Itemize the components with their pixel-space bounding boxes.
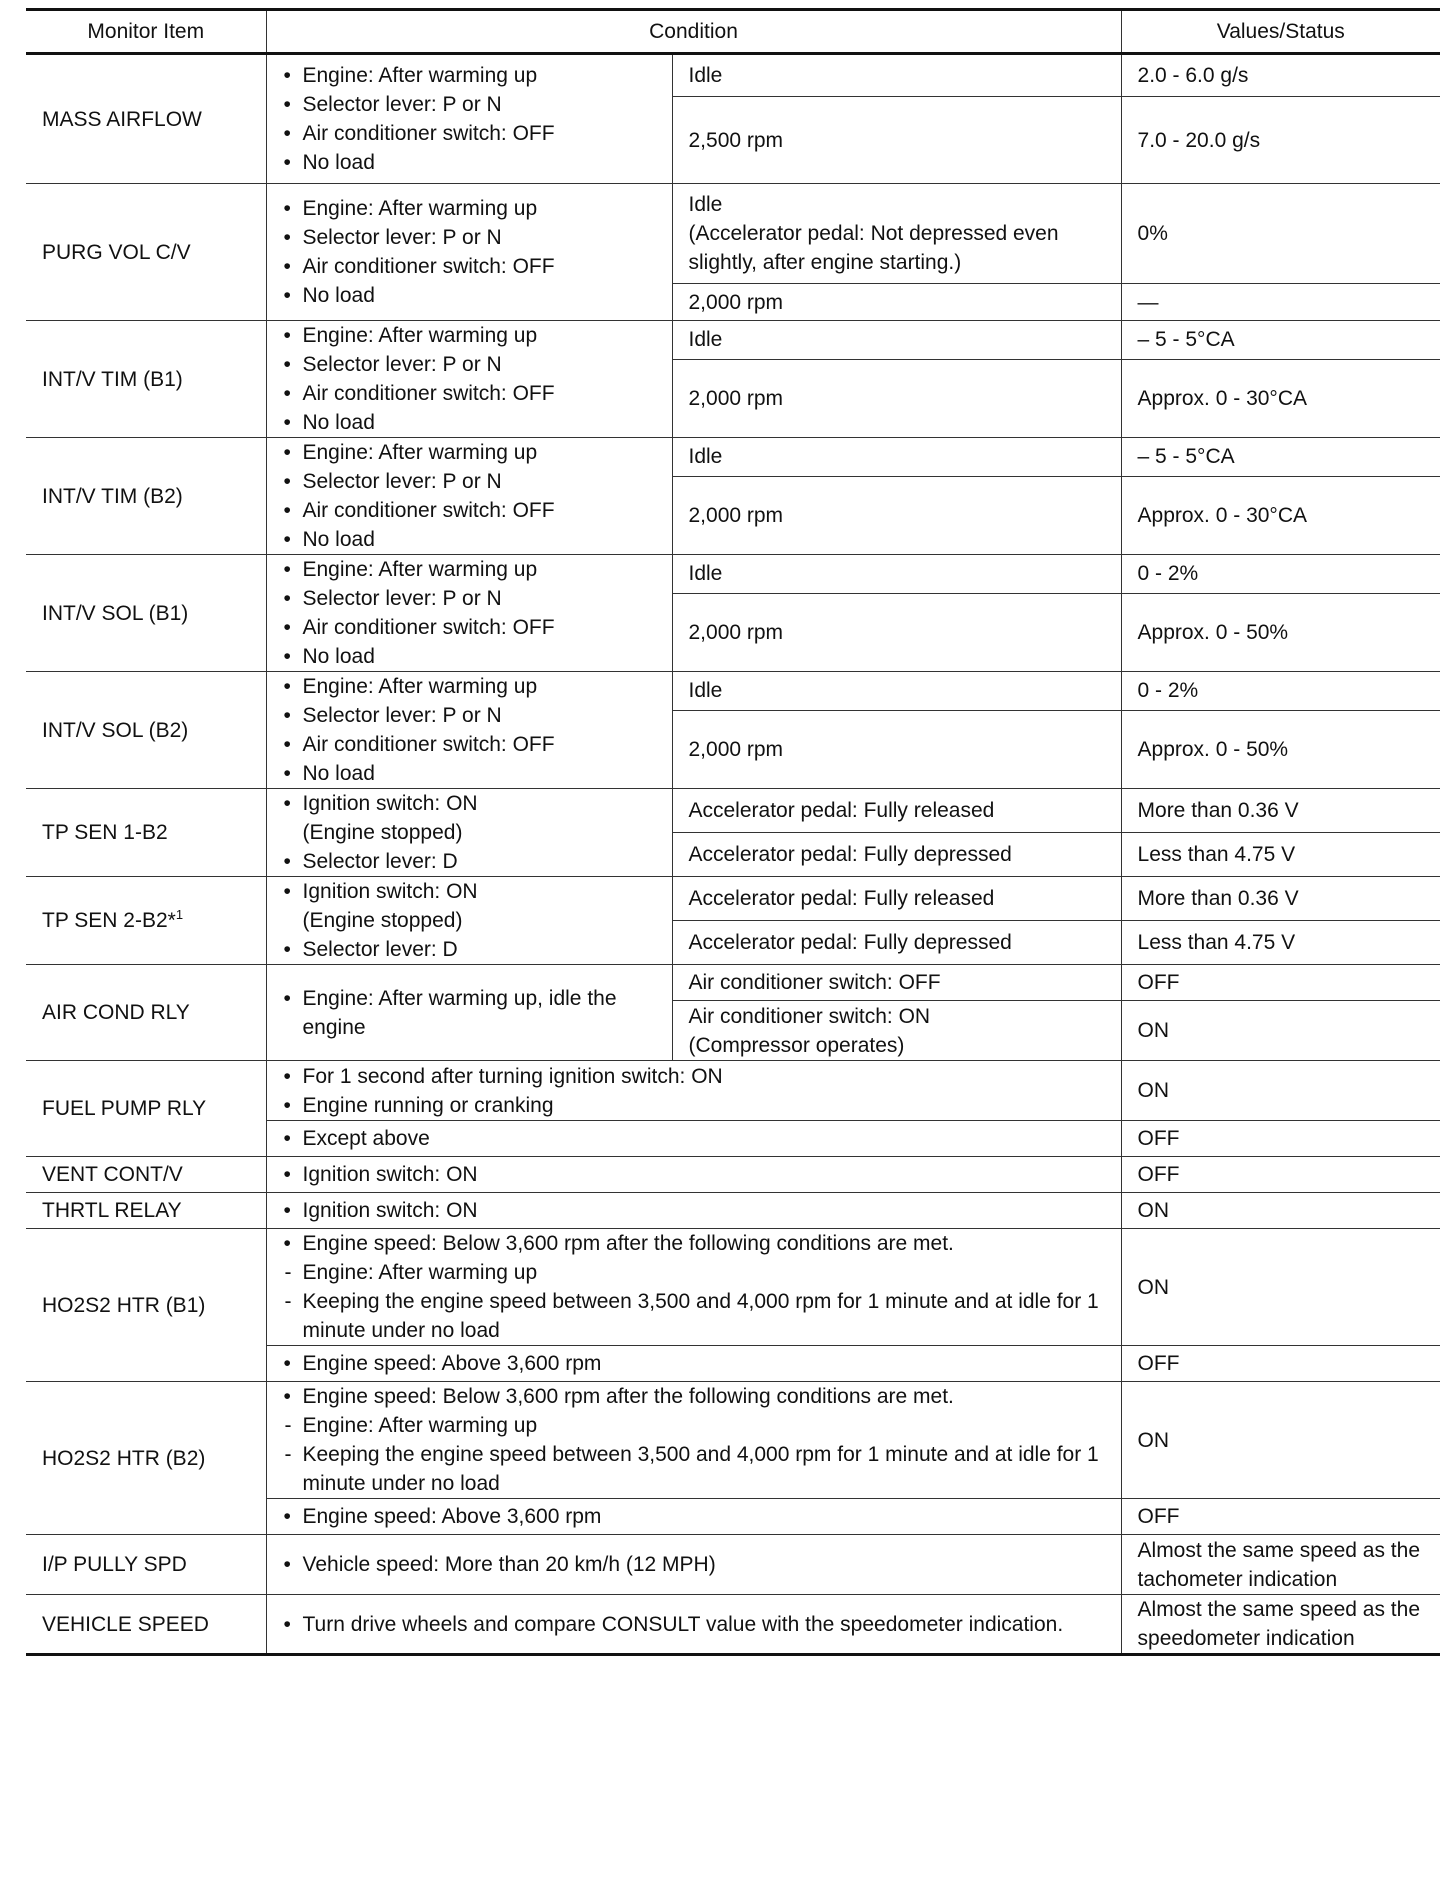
- value-status: 0%: [1121, 184, 1440, 284]
- condition-text: • Except above: [281, 1124, 1105, 1153]
- condition-text: • Air conditioner switch: OFF: [281, 496, 656, 525]
- value-status: Less than 4.75 V: [1121, 921, 1440, 965]
- value-status: 7.0 - 20.0 g/s: [1121, 97, 1440, 184]
- condition-list: [266, 184, 672, 321]
- condition-text: • Engine speed: Below 3,600 rpm after the following conditions are met.: [281, 1229, 1105, 1258]
- condition-list: [266, 54, 672, 184]
- condition-text: • Vehicle speed: More than 20 km/h (12 MPH): [281, 1550, 1105, 1579]
- monitor-item-table: [26, 8, 1440, 1656]
- value-status: ON: [1121, 1229, 1440, 1346]
- table-row: [26, 438, 1440, 477]
- table-row: [26, 1382, 1440, 1499]
- condition-text: • Selector lever: P or N: [281, 90, 656, 119]
- condition-text: • No load: [281, 525, 656, 554]
- monitor-item-name: I/P PULLY SPD: [26, 1535, 266, 1595]
- condition-text: • Engine: After warming up, idle the engine: [281, 984, 656, 1042]
- condition-text: - Engine: After warming up: [281, 1258, 1105, 1287]
- value-status: OFF: [1121, 1121, 1440, 1157]
- monitor-item-name: HO2S2 HTR (B2): [26, 1382, 266, 1535]
- condition-text: • Air conditioner switch: OFF: [281, 119, 656, 148]
- condition-list: [266, 1193, 1121, 1229]
- condition-text: • Engine: After warming up: [281, 438, 656, 467]
- condition-text: • Engine: After warming up: [281, 61, 656, 90]
- condition-list: [266, 438, 672, 555]
- sub-condition-note: (Accelerator pedal: Not depressed even slightly, after engine starting.): [688, 222, 1059, 274]
- condition-list: [266, 1061, 1121, 1121]
- sub-condition: 2,000 rpm: [672, 359, 1121, 437]
- header-monitor-item: Monitor Item: [26, 10, 266, 54]
- value-status: Approx. 0 - 30°CA: [1121, 476, 1440, 554]
- header-condition: Condition: [266, 10, 1121, 54]
- table-row: [26, 555, 1440, 594]
- condition-text: • No load: [281, 148, 656, 177]
- monitor-item-name: [26, 877, 266, 965]
- condition-text: - Engine: After warming up: [281, 1411, 1105, 1440]
- condition-text: • Engine running or cranking: [281, 1091, 1105, 1120]
- sub-condition: 2,000 rpm: [672, 476, 1121, 554]
- table-row: [26, 789, 1440, 833]
- condition-list: [266, 1346, 1121, 1382]
- condition-list: [266, 1157, 1121, 1193]
- condition-text: • Ignition switch: ON: [281, 1160, 1105, 1189]
- sub-condition: Accelerator pedal: Fully depressed: [672, 921, 1121, 965]
- sub-condition: 2,000 rpm: [672, 593, 1121, 671]
- condition-text: • No load: [281, 759, 656, 788]
- condition-text: • Air conditioner switch: OFF: [281, 730, 656, 759]
- condition-text: • Engine: After warming up: [281, 555, 656, 584]
- sub-condition: Idle: [672, 438, 1121, 477]
- condition-text: • Selector lever: P or N: [281, 701, 656, 730]
- condition-text: • Selector lever: P or N: [281, 223, 656, 252]
- table-row: [26, 1595, 1440, 1655]
- value-status: —: [1121, 284, 1440, 321]
- condition-text: • Selector lever: P or N: [281, 467, 656, 496]
- value-status: Almost the same speed as the speedometer indication: [1121, 1595, 1440, 1655]
- table-row: [26, 965, 1440, 1001]
- sub-condition: 2,500 rpm: [672, 97, 1121, 184]
- condition-list: [266, 877, 672, 965]
- condition-list: [266, 321, 672, 438]
- condition-text: • Air conditioner switch: OFF: [281, 613, 656, 642]
- footnote-marker: 1: [175, 907, 184, 922]
- value-status: Approx. 0 - 50%: [1121, 710, 1440, 788]
- condition-text: • Ignition switch: ON: [281, 877, 656, 906]
- condition-text: • No load: [281, 642, 656, 671]
- sub-condition: Idle: [672, 555, 1121, 594]
- condition-list: [266, 1121, 1121, 1157]
- condition-text: • No load: [281, 281, 656, 310]
- table-row: [26, 321, 1440, 360]
- value-status: 0 - 2%: [1121, 672, 1440, 711]
- table-row: [26, 184, 1440, 284]
- sub-condition-note: (Compressor operates): [688, 1033, 905, 1057]
- value-status: More than 0.36 V: [1121, 789, 1440, 833]
- table-row: [26, 54, 1440, 97]
- condition-text: • Engine: After warming up: [281, 194, 656, 223]
- sub-condition: Idle: [672, 321, 1121, 360]
- sub-condition: [672, 184, 1121, 284]
- condition-text: • Air conditioner switch: OFF: [281, 379, 656, 408]
- value-status: ON: [1121, 1193, 1440, 1229]
- value-status: OFF: [1121, 1157, 1440, 1193]
- value-status: Less than 4.75 V: [1121, 833, 1440, 877]
- condition-text: • Selector lever: D: [281, 935, 656, 964]
- value-status: More than 0.36 V: [1121, 877, 1440, 921]
- condition-list: [266, 1382, 1121, 1499]
- sub-condition: Idle: [672, 54, 1121, 97]
- table-row: [26, 1157, 1440, 1193]
- monitor-item-name: INT/V TIM (B2): [26, 438, 266, 555]
- condition-text: • Turn drive wheels and compare CONSULT value with the speedometer indication.: [281, 1610, 1105, 1639]
- header-row: [26, 10, 1440, 54]
- value-status: Approx. 0 - 50%: [1121, 593, 1440, 671]
- condition-text: (Engine stopped): [302, 821, 463, 844]
- sub-condition: [672, 1001, 1121, 1061]
- sub-condition-line: Idle: [688, 193, 723, 216]
- condition-text: - Keeping the engine speed between 3,500 and 4,000 rpm for 1 minute and at idle for 1 minute under no load: [281, 1440, 1105, 1498]
- value-status: – 5 - 5°CA: [1121, 321, 1440, 360]
- table-row: [26, 877, 1440, 921]
- table-row: [26, 1229, 1440, 1346]
- condition-text: • Ignition switch: ON: [281, 1196, 1105, 1225]
- value-status: – 5 - 5°CA: [1121, 438, 1440, 477]
- sub-condition: Idle: [672, 672, 1121, 711]
- monitor-item-name: AIR COND RLY: [26, 965, 266, 1061]
- condition-list: [266, 555, 672, 672]
- monitor-item-name: INT/V SOL (B1): [26, 555, 266, 672]
- condition-text: • Engine speed: Above 3,600 rpm: [281, 1502, 1105, 1531]
- monitor-item-name: TP SEN 1-B2: [26, 789, 266, 877]
- monitor-item-name: MASS AIRFLOW: [26, 54, 266, 184]
- condition-text: • No load: [281, 408, 656, 437]
- value-status: OFF: [1121, 1499, 1440, 1535]
- monitor-item-name: INT/V TIM (B1): [26, 321, 266, 438]
- condition-list: [266, 789, 672, 877]
- sub-condition: 2,000 rpm: [672, 284, 1121, 321]
- value-status: ON: [1121, 1382, 1440, 1499]
- sub-condition: 2,000 rpm: [672, 710, 1121, 788]
- value-status: 0 - 2%: [1121, 555, 1440, 594]
- monitor-item-name: VEHICLE SPEED: [26, 1595, 266, 1655]
- condition-list: [266, 1535, 1121, 1595]
- value-status: 2.0 - 6.0 g/s: [1121, 54, 1440, 97]
- sub-condition: Accelerator pedal: Fully released: [672, 789, 1121, 833]
- condition-list: [266, 1499, 1121, 1535]
- monitor-item-name: PURG VOL C/V: [26, 184, 266, 321]
- sub-condition: Accelerator pedal: Fully depressed: [672, 833, 1121, 877]
- condition-text: (Engine stopped): [302, 909, 463, 932]
- condition-text: • For 1 second after turning ignition switch: ON: [281, 1062, 1105, 1091]
- table-row: [26, 1535, 1440, 1595]
- value-status: OFF: [1121, 1346, 1440, 1382]
- header-values-status: Values/Status: [1121, 10, 1440, 54]
- sub-condition: Accelerator pedal: Fully released: [672, 877, 1121, 921]
- sub-condition: Air conditioner switch: OFF: [672, 965, 1121, 1001]
- condition-list: [266, 965, 672, 1061]
- table-row: [26, 672, 1440, 711]
- value-status: ON: [1121, 1061, 1440, 1121]
- monitor-item-name: HO2S2 HTR (B1): [26, 1229, 266, 1382]
- table-row: [26, 1193, 1440, 1229]
- condition-text: • Selector lever: D: [281, 847, 656, 876]
- monitor-item-name: FUEL PUMP RLY: [26, 1061, 266, 1157]
- condition-text: • Air conditioner switch: OFF: [281, 252, 656, 281]
- monitor-item-name: INT/V SOL (B2): [26, 672, 266, 789]
- condition-text: • Engine speed: Below 3,600 rpm after the following conditions are met.: [281, 1382, 1105, 1411]
- value-status: Almost the same speed as the tachometer indication: [1121, 1535, 1440, 1595]
- condition-list: [266, 1595, 1121, 1655]
- condition-text: • Selector lever: P or N: [281, 350, 656, 379]
- condition-text: • Engine: After warming up: [281, 672, 656, 701]
- monitor-item-name: THRTL RELAY: [26, 1193, 266, 1229]
- condition-text: • Selector lever: P or N: [281, 584, 656, 613]
- value-status: Approx. 0 - 30°CA: [1121, 359, 1440, 437]
- condition-text: • Engine speed: Above 3,600 rpm: [281, 1349, 1105, 1378]
- condition-text: • Ignition switch: ON: [281, 789, 656, 818]
- value-status: ON: [1121, 1001, 1440, 1061]
- sub-condition-line: Air conditioner switch: ON: [688, 1004, 931, 1028]
- condition-list: [266, 1229, 1121, 1346]
- condition-list: [266, 672, 672, 789]
- condition-text: • Engine: After warming up: [281, 321, 656, 350]
- monitor-item-label: TP SEN 2-B2*: [42, 909, 176, 932]
- condition-text: - Keeping the engine speed between 3,500 and 4,000 rpm for 1 minute and at idle for 1 minute under no load: [281, 1287, 1105, 1345]
- table-row: [26, 1061, 1440, 1121]
- monitor-item-name: VENT CONT/V: [26, 1157, 266, 1193]
- value-status: OFF: [1121, 965, 1440, 1001]
